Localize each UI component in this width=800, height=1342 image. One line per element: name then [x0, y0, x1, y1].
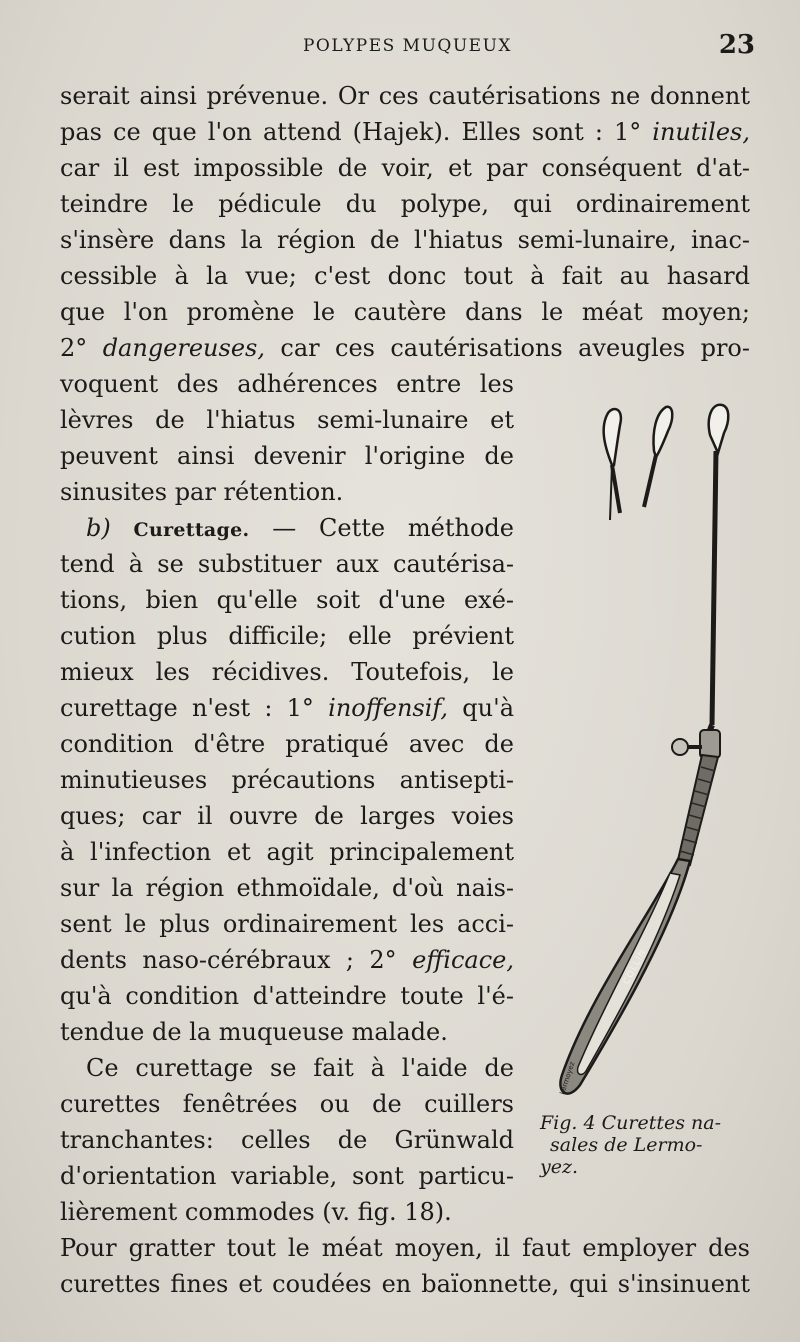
text-line: teindre le pédicule du polype, qui ordinairement: [60, 190, 750, 218]
text-line: voquent des adhérences entre les: [60, 370, 514, 398]
text-line: sur la région ethmoïdale, d'où nais-: [60, 874, 514, 902]
text-line: condition d'être pratiqué avec de: [60, 730, 514, 758]
handle-signature: Lermoyez: [558, 1060, 577, 1096]
text-line: d'orientation variable, sont particu-: [60, 1162, 514, 1190]
text-line: serait ainsi prévenue. Or ces cautérisations ne donnent: [60, 82, 750, 110]
text-line: que l'on promène le cautère dans le méat moyen;: [60, 298, 750, 326]
caption-line: sales de Lermo-: [550, 1134, 703, 1156]
caption-line: Fig. 4 Curettes na-: [540, 1112, 722, 1134]
text-line: minutieuses précautions antisepti-: [60, 766, 514, 794]
text-line: pas ce que l'on attend (Hajek). Elles sont : 1° inutiles,: [60, 118, 750, 146]
emphasis: efficace,: [412, 946, 514, 974]
long-curette: [558, 405, 728, 1096]
figure-caption: [540, 1112, 755, 1178]
text-line: car il est impossible de voir, et par conséquent d'at-: [60, 154, 750, 182]
caption-line: yez.: [540, 1156, 579, 1178]
emphasis: dangereuses,: [102, 334, 265, 362]
text-line: tend à se substituer aux cautérisa-: [60, 550, 514, 578]
emphasis: inoffensif,: [328, 694, 449, 722]
text-line: ques; car il ouvre de larges voies: [60, 802, 514, 830]
text-line: tions, bien qu'elle soit d'une exé-: [60, 586, 514, 614]
text-line: 2° dangereuses, car ces cautérisations aveugles pro-: [60, 334, 750, 362]
text-line: Pour gratter tout le méat moyen, il faut employer des: [60, 1234, 750, 1262]
text-line: cution plus difficile; elle prévient: [60, 622, 514, 650]
text-line: Ce curettage se fait à l'aide de: [86, 1054, 514, 1082]
text-line: tendue de la muqueuse malade.: [60, 1018, 448, 1046]
text-line: qu'à condition d'atteindre toute l'é-: [60, 982, 514, 1010]
text-line: dents naso-cérébraux ; 2° efficace,: [60, 946, 514, 974]
section-heading-line: b) Curettage. — Cette méthode: [86, 514, 514, 542]
curettes-illustration: [540, 395, 770, 1100]
page-number: 23: [718, 30, 755, 60]
text-line: s'insère dans la région de l'hiatus semi-lunaire, inac-: [60, 226, 750, 254]
curettes-drawing: [540, 395, 770, 1100]
text-line: cessible à la vue; c'est donc tout à fait au hasard: [60, 262, 750, 290]
text-line: tranchantes: celles de Grünwald: [60, 1126, 514, 1154]
text-line: curettage n'est : 1° inoffensif, qu'à: [60, 694, 515, 722]
text-line: peuvent ainsi devenir l'origine de: [60, 442, 514, 470]
text-line: mieux les récidives. Toutefois, le: [60, 658, 514, 686]
text-line: curettes fenêtrées ou de cuillers: [60, 1090, 514, 1118]
text-line: sent le plus ordinairement les acci-: [60, 910, 514, 938]
running-head: POLYPES MUQUEUX: [302, 36, 513, 56]
text-line: à l'infection et agit principalement: [60, 838, 514, 866]
small-curette-left: [604, 409, 621, 520]
text-line: lièrement commodes (v. fig. 18).: [60, 1198, 452, 1226]
section-heading: Curettage.: [133, 519, 250, 541]
page-header: [60, 30, 755, 66]
text-line: lèvres de l'hiatus semi-lunaire et: [60, 406, 514, 434]
text-line: sinusites par rétention.: [60, 478, 344, 506]
emphasis: inutiles,: [652, 118, 750, 146]
handle-maker-mark: COLLIN: [621, 947, 649, 987]
text-line: curettes fines et coudées en baïonnette, qui s'insinuent: [60, 1270, 750, 1298]
small-curette-right: [644, 407, 672, 507]
